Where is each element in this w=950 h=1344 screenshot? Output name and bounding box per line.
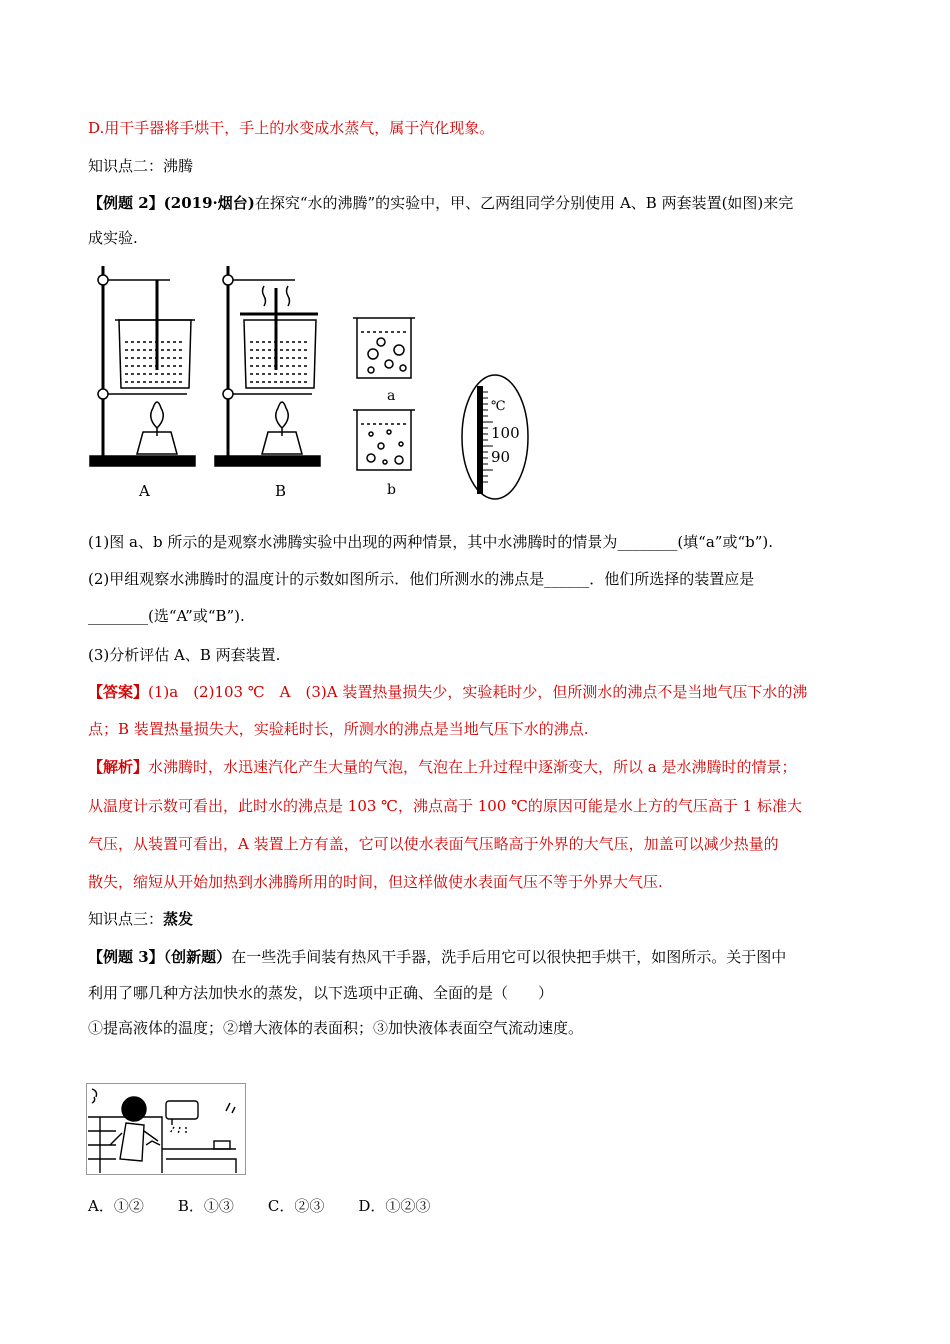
explanation-line-4: 散失，缩短从开始加热到水沸腾所用的时间，但这样做使水表面气压不等于外界大气压. <box>88 873 663 891</box>
answer-line-2: 点；B 装置热量损失大，实验耗时长，所测水的沸点是当地气压下水的沸点. <box>88 720 589 738</box>
explanation-text-1: 水沸腾时，水迅速汽化产生大量的气泡，气泡在上升过程中逐渐变大，所以 a 是水沸腾时的情景； <box>148 758 797 776</box>
thermometer-figure <box>455 372 535 502</box>
thermometer-unit: ℃ <box>491 399 506 414</box>
knowledge-point-3 <box>88 908 193 930</box>
question-2-line-2: ________(选“A”或“B”). <box>88 607 245 625</box>
knowledge-point-2: 知识点二：沸腾 <box>88 157 194 175</box>
explanation-line-2: 从温度计示数可看出，此时水的沸点是 103 ℃，沸点高于 100 ℃的原因可能是水上方的气压高于 1 标准大 <box>88 797 802 815</box>
option-d-text: D.用干手器将手烘干，手上的水变成水蒸气，属于汽化现象。 <box>88 119 495 137</box>
example-3-source: （创新题） <box>163 948 232 966</box>
example-2-source: (2019·烟台) <box>163 194 255 212</box>
example-2-text: 在探究“水的沸腾”的实验中，甲、乙两组同学分别使用 A、B 两套装置(如图)来完 <box>254 194 794 212</box>
example-3-line-2: 利用了哪几种方法加快水的蒸发，以下选项中正确、全面的是（ ） <box>88 984 554 1002</box>
example-3-text: 在一些洗手间装有热风干手器，洗手后用它可以很快把手烘干，如图所示。关于图中 <box>231 948 787 966</box>
example-3-list: ①提高液体的温度；②增大液体的表面积；③加快液体表面空气流动速度。 <box>88 1019 584 1037</box>
label-apparatus-a: A <box>139 482 150 500</box>
example-3-tag: 【例题 3】 <box>88 948 164 966</box>
example-2-line-2: 成实验. <box>88 229 138 247</box>
answer-tag: 【答案】 <box>88 683 149 701</box>
knowledge-point-3-title: 蒸发 <box>163 910 194 928</box>
option-d[interactable]: D．①②③ <box>358 1197 431 1215</box>
answer-options <box>88 1195 430 1217</box>
apparatus-a <box>90 266 195 466</box>
label-beaker-b: b <box>387 482 396 498</box>
hand-dryer-illustration <box>86 1083 246 1175</box>
example-2-tag: 【例题 2】 <box>88 194 164 212</box>
answer-line-1 <box>88 681 807 703</box>
question-2-line-1: (2)甲组观察水沸腾时的温度计的示数如图所示．他们所测水的沸点是______．他们所选择的装置应是 <box>88 570 755 588</box>
question-1: (1)图 a、b 所示的是观察水沸腾实验中出现的两种情景，其中水沸腾时的情景为________(填“a”或“b”). <box>88 533 774 551</box>
option-a[interactable]: A．①② <box>88 1197 144 1215</box>
example-2-line-1 <box>88 192 793 214</box>
beaker-b <box>353 410 415 470</box>
option-b[interactable]: B．①③ <box>177 1197 234 1215</box>
option-c[interactable]: C．②③ <box>267 1197 325 1215</box>
explanation-line-1 <box>88 756 797 778</box>
answer-text-1: (1)a (2)103 ℃ A (3)A 装置热量损失少，实验耗时少，但所测水的沸点不是当地气压下水的沸 <box>148 683 808 701</box>
question-3: (3)分析评估 A、B 两套装置. <box>88 646 281 664</box>
beaker-a <box>353 318 415 378</box>
explanation-line-3: 气压，从装置可看出，A 装置上方有盖，它可以使水表面气压略高于外界的大气压，加盖可以减少热量的 <box>88 835 779 853</box>
label-beaker-a: a <box>387 388 396 404</box>
thermometer-label-100: 100 <box>491 424 520 442</box>
apparatus-b <box>215 266 320 466</box>
knowledge-point-3-prefix: 知识点三： <box>88 910 164 928</box>
example-3-line-1 <box>88 946 786 968</box>
label-apparatus-b: B <box>275 482 287 500</box>
explanation-tag: 【解析】 <box>88 758 149 776</box>
thermometer-label-90: 90 <box>491 448 511 466</box>
